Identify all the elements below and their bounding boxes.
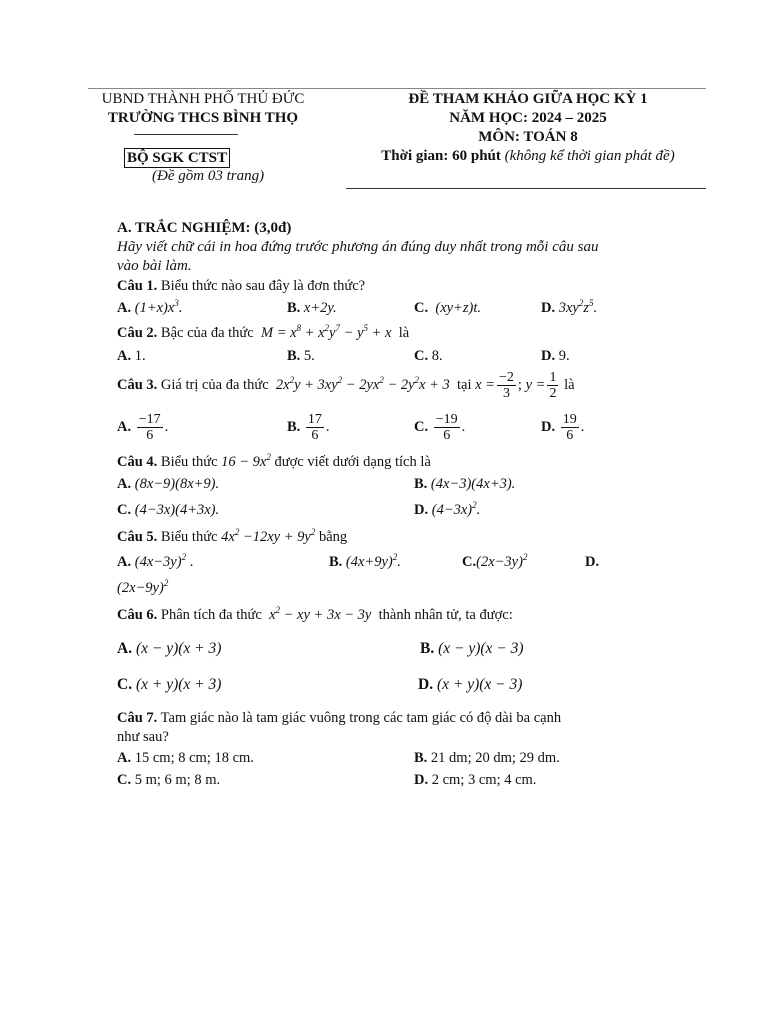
time-note: (không kể thời gian phát đề) (504, 148, 675, 164)
q1-option-c[interactable]: C. (xy+z)t. (414, 300, 481, 316)
q6-option-a[interactable]: A. (x − y)(x + 3) (117, 640, 222, 657)
q1-option-d[interactable]: D. $3xy^2z^5$. (541, 298, 598, 316)
option-letter: C. (117, 502, 132, 518)
q3-option-b[interactable]: B. $\frac{17}{6}$ . (287, 412, 330, 443)
q5-option-c[interactable]: $C.(2x-3y)^2$ (462, 552, 528, 570)
q2-option-b[interactable] (287, 348, 315, 365)
question-3: Câu 3. Giá trị của đa thức $2x^2y + 3xy^2 - 2yx^2 - 2y^2x + 3$ tại x = $\frac{-2}{3}$ ; y = $\frac{1}{2}$ là (117, 370, 575, 402)
question-label: Câu 7. (117, 710, 158, 726)
q4-option-b[interactable]: B. (4x−3)(4x+3). (414, 476, 516, 492)
option-value: 5. (303, 348, 315, 364)
q3-option-d[interactable]: D. $\frac{19}{6}$ . (541, 412, 585, 443)
question-mid: tại (457, 377, 472, 393)
option-letter: D. (414, 772, 429, 788)
option-value: 15 cm; 8 cm; 18 cm. (134, 750, 254, 766)
option-letter: A. (117, 418, 132, 435)
time-label: Thời gian: 60 phút (381, 148, 501, 164)
question-tail: thành nhân tử, ta được: (378, 607, 513, 623)
subject: MÔN: TOÁN 8 (478, 129, 578, 145)
option-letter: D. (418, 676, 434, 693)
option-value: 2 cm; 3 cm; 4 cm. (431, 772, 537, 788)
q3-option-a[interactable]: A. $\frac{-17}{6}$ . (117, 412, 169, 443)
question-label: Câu 1. (117, 278, 158, 294)
question-label: Câu 5. (117, 529, 158, 545)
school-name: TRƯỜNG THCS BÌNH THỌ (107, 110, 299, 126)
option-value: 8. (431, 348, 443, 364)
option-letter: D. (541, 300, 556, 316)
question-5: Câu 5. Biểu thức $4x^2 -12xy + 9y^2$ bằng (117, 527, 348, 545)
district-name: UBND THÀNH PHỐ THỦ ĐỨC (101, 91, 305, 107)
q4-option-d[interactable]: D. $(4-3x)^2$. (414, 500, 481, 518)
option-letter: D. (541, 348, 556, 364)
option-letter: B. (420, 640, 435, 657)
option-letter: A. (117, 348, 132, 364)
q7-option-a[interactable] (117, 750, 254, 767)
question-label: Câu 6. (117, 607, 158, 623)
instruction-line2: vào bài làm. (117, 258, 192, 274)
question-text: Giá trị của đa thức (160, 377, 269, 393)
option-letter: B. (287, 300, 301, 316)
option-letter: C. (414, 300, 429, 316)
option-letter: A. (117, 640, 133, 657)
option-letter: C. (462, 554, 477, 570)
q1-option-a[interactable]: A. $(1+x)x^3$. (117, 298, 183, 316)
q7-option-c[interactable] (117, 772, 220, 789)
q6-option-c[interactable]: C. (x + y)(x + 3) (117, 676, 222, 693)
option-letter: D. (414, 502, 429, 518)
option-value: 21 dm; 20 dm; 29 dm. (430, 750, 560, 766)
q5-option-a[interactable]: A. $(4x-3y)^2$ . (117, 552, 194, 570)
q4-option-a[interactable]: A. (8x−9)(8x+9). (117, 476, 220, 492)
header-bottom-rule (346, 188, 706, 189)
option-value: 9. (558, 348, 570, 364)
question-text: Biểu thức (160, 454, 218, 470)
q4-option-c[interactable]: C. (4−3x)(4+3x). (117, 502, 220, 518)
school-year: NĂM HỌC: 2024 – 2025 (449, 110, 607, 126)
question-label: Câu 2. (117, 325, 158, 341)
q2-option-a[interactable] (117, 348, 146, 365)
option-value: 5 m; 6 m; 8 m. (134, 772, 221, 788)
school-underline (134, 134, 238, 135)
option-letter: D. (585, 554, 600, 570)
question-label: Câu 4. (117, 454, 158, 470)
option-letter: A. (117, 476, 132, 492)
header-left (88, 90, 318, 128)
q5-option-b[interactable]: B. $(4x+9y)^2$. (329, 552, 401, 570)
option-letter: C. (414, 418, 429, 435)
option-value: 1. (134, 348, 146, 364)
question-tail: được viết dưới dạng tích là (274, 454, 431, 470)
option-letter: B. (287, 348, 301, 364)
question-text: Biểu thức nào sau đây là đơn thức? (160, 278, 366, 294)
header-right (348, 90, 708, 166)
question-7-line2: như sau? (117, 729, 169, 745)
exam-title: ĐỀ THAM KHẢO GIỮA HỌC KỲ 1 (408, 91, 648, 107)
header-top-rule (88, 88, 706, 89)
q1-option-b[interactable]: B. x+2y. (287, 300, 337, 316)
option-letter: B. (414, 476, 428, 492)
instruction-line1: Hãy viết chữ cái in hoa đứng trước phương án đúng duy nhất trong mỗi câu sau (117, 239, 599, 255)
option-letter: C. (414, 348, 429, 364)
option-letter: A. (117, 300, 132, 316)
option-letter: A. (117, 750, 132, 766)
question-text: Tam giác nào là tam giác vuông trong các tam giác có độ dài ba cạnh (160, 710, 562, 726)
section-title: A. TRẮC NGHIỆM: (3,0đ) (117, 220, 292, 236)
option-letter: C. (117, 772, 132, 788)
question-tail: là (564, 377, 575, 393)
question-6: Câu 6. Phân tích đa thức $x^2$ − xy + 3x − 3y thành nhân tử, ta được: (117, 605, 513, 623)
question-label: Câu 3. (117, 377, 158, 393)
q2-option-d[interactable] (541, 348, 570, 365)
option-letter: A. (117, 554, 132, 570)
q2-option-c[interactable] (414, 348, 443, 365)
question-7 (117, 710, 561, 727)
question-text: Phân tích đa thức (160, 607, 262, 623)
q6-option-d[interactable]: D. (x + y)(x − 3) (418, 676, 523, 693)
q7-option-b[interactable] (414, 750, 560, 767)
question-4: Câu 4. Biểu thức $16 - 9x^2$ được viết dưới dạng tích là (117, 452, 431, 470)
q5-option-d-value: $(2x-9y)^2$ (117, 578, 169, 596)
option-letter: B. (414, 750, 428, 766)
q6-option-b[interactable]: B. (x − y)(x − 3) (420, 640, 524, 657)
question-tail: là (398, 325, 410, 341)
option-letter: C. (117, 676, 133, 693)
question-2: Câu 2. Bậc của đa thức $M = x^8 + x^2y^7 - y^5 + x$ là (117, 323, 410, 341)
pages-note: (Đề gồm 03 trang) (152, 168, 265, 184)
question-text: Bậc của đa thức (160, 325, 254, 341)
question-text: Biểu thức (160, 529, 218, 545)
time-line (348, 147, 708, 166)
question-1 (117, 278, 365, 295)
question-tail: bằng (318, 529, 348, 545)
option-letter: D. (541, 418, 556, 435)
option-letter: B. (329, 554, 343, 570)
q5-option-d[interactable] (585, 554, 599, 571)
textbook-box: BỘ SGK CTST (124, 148, 230, 168)
q7-option-d[interactable] (414, 772, 536, 789)
option-letter: B. (287, 418, 301, 435)
q3-option-c[interactable]: C. $\frac{-19}{6}$ . (414, 412, 466, 443)
